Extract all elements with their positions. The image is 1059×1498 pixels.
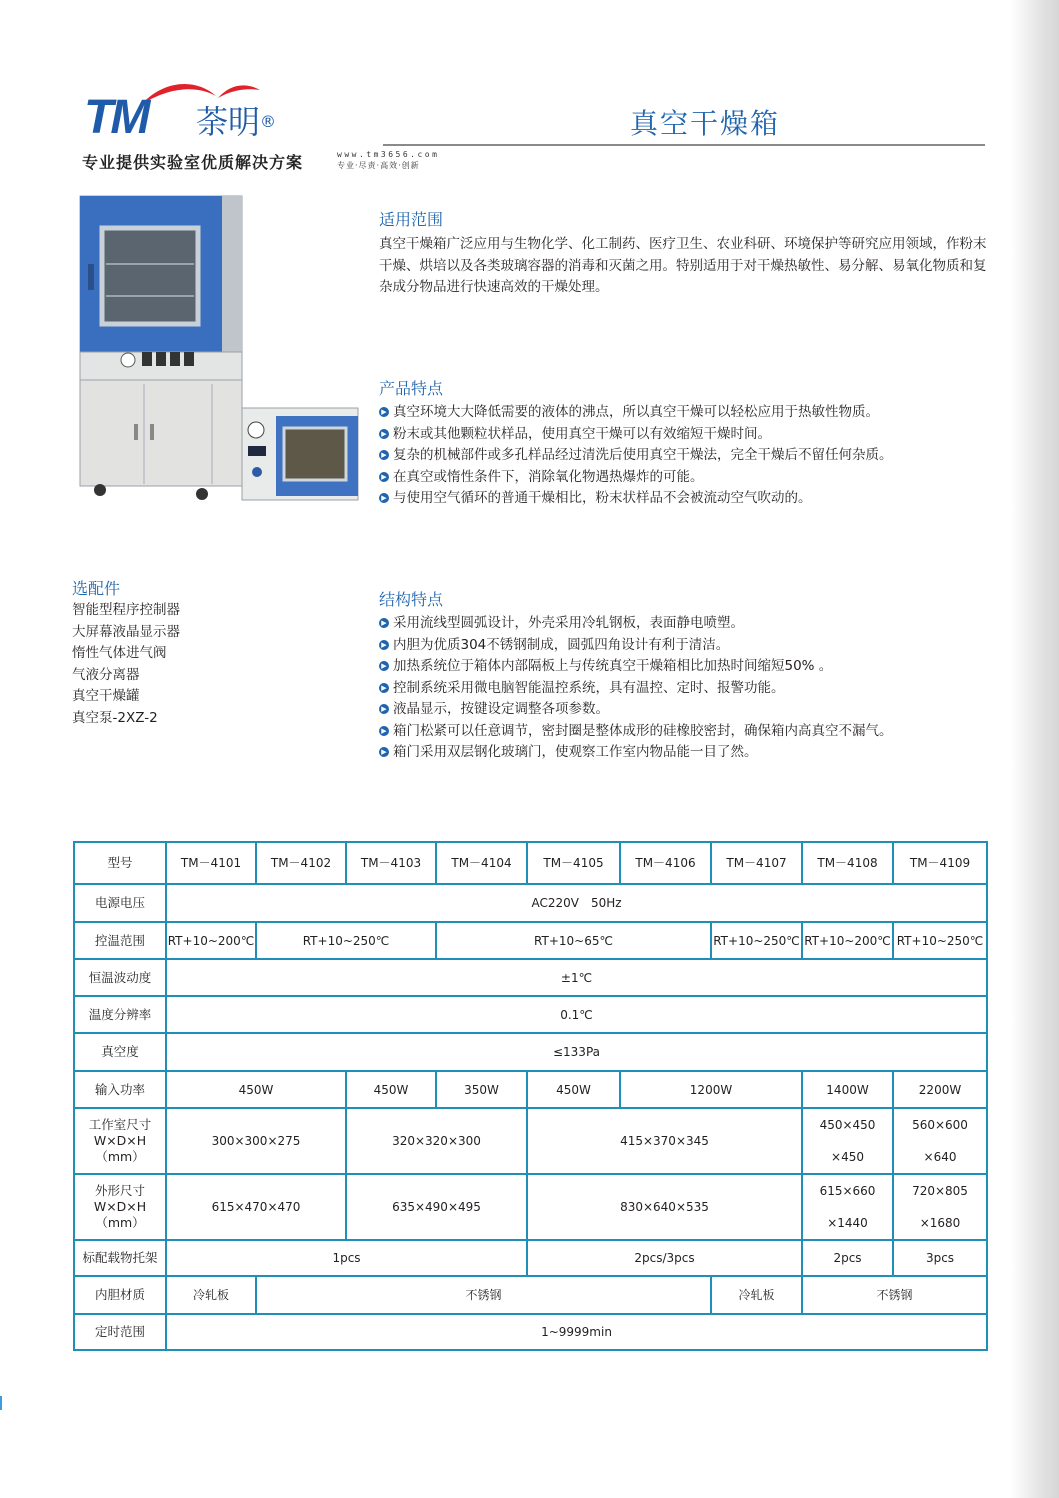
table-row xyxy=(74,922,987,959)
vacuum-label: 真空度 xyxy=(74,1033,166,1071)
chamber-label-line: 工作室尺寸 xyxy=(88,1117,152,1132)
table-row xyxy=(74,1033,987,1071)
chamber-cell-line: 450×450 xyxy=(819,1118,876,1132)
shelves-cell: 1pcs xyxy=(166,1240,527,1276)
list-item: 气液分离器 xyxy=(72,666,140,683)
outer-cell xyxy=(802,1174,893,1240)
chamber-label xyxy=(74,1108,166,1174)
scope-text: 真空干燥箱广泛应用与生物化学、化工制药、医疗卫生、农业科研、环境保护等研究应用领域，作粉末干燥、烘培以及各类玻璃容器的消毒和灭菌之用。特别适用于对干燥热敏性、易分解、易氧化物质和复杂成分物品进行快速高效的干燥处理。 xyxy=(379,236,987,295)
accessories-list xyxy=(72,600,180,729)
chamber-label-line: W×D×H xyxy=(93,1133,147,1148)
temp-range-cell: RT+10~250℃ xyxy=(256,922,436,959)
bullet-icon: ▶ xyxy=(379,683,389,693)
table-row xyxy=(74,842,987,884)
features-list xyxy=(379,402,893,510)
temp-range-cell: RT+10~200℃ xyxy=(802,922,893,959)
power-cell: 350W xyxy=(436,1071,527,1108)
bullet-icon: ▶ xyxy=(379,704,389,714)
chamber-cell xyxy=(893,1108,987,1174)
table-row xyxy=(74,884,987,922)
model-cell: TM－4101 xyxy=(166,842,256,884)
model-cell: TM－4108 xyxy=(802,842,893,884)
chamber-cell-line: 560×600 xyxy=(912,1118,968,1132)
list-item xyxy=(379,402,893,424)
list-item xyxy=(379,699,893,721)
page-edge-mark xyxy=(0,1396,2,1410)
liner-cell: 冷轧板 xyxy=(711,1276,802,1314)
temp-range-cell: RT+10~200℃ xyxy=(166,922,256,959)
outer-label-line: W×D×H xyxy=(93,1199,147,1214)
outer-label-line: （mm） xyxy=(95,1215,145,1230)
voltage-value: AC220V 50Hz xyxy=(166,884,987,922)
power-label: 输入功率 xyxy=(74,1071,166,1108)
structure-text: 加热系统位于箱体内部隔板上与传统真空干燥箱相比加热时间缩短50% 。 xyxy=(393,658,833,674)
list-item xyxy=(379,445,893,467)
model-cell: TM－4107 xyxy=(711,842,802,884)
bullet-icon: ▶ xyxy=(379,747,389,757)
feature-text: 在真空或惰性条件下，消除氧化物遇热爆炸的可能。 xyxy=(393,468,704,485)
accessories-heading: 选配件 xyxy=(72,579,121,598)
bullet-icon: ▶ xyxy=(379,429,389,439)
timer-label: 定时范围 xyxy=(74,1314,166,1350)
outer-cell-line: 615×660 xyxy=(819,1184,876,1198)
spec-table xyxy=(73,841,988,1351)
list-item xyxy=(379,742,893,764)
liner-cell: 不锈钢 xyxy=(256,1276,711,1314)
page-title: 真空干燥箱 xyxy=(630,107,781,140)
chamber-cell xyxy=(802,1108,893,1174)
feature-text: 真空环境大大降低需要的液体的沸点，所以真空干燥可以轻松应用于热敏性物质。 xyxy=(393,404,879,420)
outer-cell: 830×640×535 xyxy=(527,1174,802,1240)
list-item xyxy=(379,424,893,446)
resolution-value: 0.1℃ xyxy=(166,996,987,1033)
bullet-icon: ▶ xyxy=(379,618,389,628)
list-item xyxy=(379,721,893,743)
power-cell: 450W xyxy=(166,1071,346,1108)
structure-text: 箱门松紧可以任意调节，密封圈是整体成形的硅橡胶密封，确保箱内高真空不漏气。 xyxy=(393,722,893,739)
table-row xyxy=(74,996,987,1033)
bullet-icon: ▶ xyxy=(379,407,389,417)
fluctuation-value: ±1℃ xyxy=(166,959,987,996)
chamber-cell-line: ×640 xyxy=(923,1150,957,1164)
structure-text: 液晶显示，按键设定调整各项参数。 xyxy=(393,701,609,717)
fluctuation-label: 恒温波动度 xyxy=(74,959,166,996)
outer-cell-line: 720×805 xyxy=(912,1184,968,1198)
model-cell: TM－4103 xyxy=(346,842,436,884)
list-item: 惰性气体进气阀 xyxy=(72,645,167,661)
model-cell: TM－4104 xyxy=(436,842,527,884)
table-row xyxy=(74,1108,987,1174)
structure-heading: 结构特点 xyxy=(379,590,444,609)
list-item xyxy=(379,467,893,489)
bullet-icon: ▶ xyxy=(379,472,389,482)
bullet-icon: ▶ xyxy=(379,640,389,650)
power-cell: 450W xyxy=(527,1071,620,1108)
power-cell: 450W xyxy=(346,1071,436,1108)
model-label: 型号 xyxy=(74,842,166,884)
outer-label xyxy=(74,1174,166,1240)
feature-text: 复杂的机械部件或多孔样品经过清洗后使用真空干燥法，完全干燥后不留任何杂质。 xyxy=(393,447,893,463)
model-cell: TM－4102 xyxy=(256,842,346,884)
shelves-cell: 3pcs xyxy=(893,1240,987,1276)
feature-text: 与使用空气循环的普通干燥相比，粉末状样品不会被流动空气吹动的。 xyxy=(393,490,812,506)
logo-cn-name: 荼明 xyxy=(196,103,261,141)
list-item xyxy=(379,635,893,657)
list-item xyxy=(379,656,893,678)
outer-cell: 635×490×495 xyxy=(346,1174,527,1240)
bullet-icon: ▶ xyxy=(379,661,389,671)
structure-list xyxy=(379,613,893,764)
chamber-label-line: （mm） xyxy=(95,1149,145,1164)
model-cell: TM－4109 xyxy=(893,842,987,884)
list-item: 智能型程序控制器 xyxy=(72,602,180,618)
outer-cell: 615×470×470 xyxy=(166,1174,346,1240)
temp-range-cell: RT+10~250℃ xyxy=(711,922,802,959)
table-row xyxy=(74,1276,987,1314)
power-cell: 1200W xyxy=(620,1071,802,1108)
list-item: 真空泵-2XZ-2 xyxy=(72,709,158,726)
list-item: 真空干燥罐 xyxy=(72,688,140,704)
temp-range-label: 控温范围 xyxy=(74,922,166,959)
page-edge-shade xyxy=(1011,0,1059,1498)
features-heading: 产品特点 xyxy=(379,379,444,398)
voltage-label: 电源电压 xyxy=(74,884,166,922)
table-row xyxy=(74,1314,987,1350)
outer-cell-line: ×1680 xyxy=(919,1216,961,1230)
model-cell: TM－4106 xyxy=(620,842,711,884)
structure-text: 内胆为优质304不锈钢制成，圆弧四角设计有利于清洁。 xyxy=(393,636,730,653)
table-row xyxy=(74,959,987,996)
table-row xyxy=(74,1174,987,1240)
chamber-cell: 415×370×345 xyxy=(527,1108,802,1174)
shelves-cell: 2pcs xyxy=(802,1240,893,1276)
website-tagline: 专业·尽责·高效·创新 xyxy=(337,161,420,170)
outer-cell-line: ×1440 xyxy=(827,1216,868,1230)
logo-tm-text: TM xyxy=(84,91,148,144)
timer-value: 1~9999min xyxy=(166,1314,987,1350)
temp-range-cell: RT+10~250℃ xyxy=(893,922,987,959)
list-item xyxy=(379,488,893,510)
feature-text: 粉末或其他颗粒状样品，使用真空干燥可以有效缩短干燥时间。 xyxy=(393,425,771,442)
structure-text: 控制系统采用微电脑智能温控系统，具有温控、定时、报警功能。 xyxy=(393,679,785,696)
outer-label-line: 外形尺寸 xyxy=(94,1183,145,1198)
table-row xyxy=(74,1240,987,1276)
liner-cell: 不锈钢 xyxy=(802,1276,987,1314)
shelves-label: 标配载物托架 xyxy=(74,1240,166,1276)
brand-logo xyxy=(84,78,304,142)
registered-mark: ® xyxy=(260,112,277,131)
bullet-icon: ▶ xyxy=(379,726,389,736)
shelves-cell: 2pcs/3pcs xyxy=(527,1240,802,1276)
chamber-cell: 300×300×275 xyxy=(166,1108,346,1174)
chamber-cell-line: ×450 xyxy=(831,1150,864,1164)
company-slogan: 专业提供实验室优质解决方案 xyxy=(82,153,304,172)
structure-text: 采用流线型圆弧设计，外壳采用冷轧钢板，表面静电喷塑。 xyxy=(393,615,744,631)
list-item xyxy=(379,613,893,635)
model-cell: TM－4105 xyxy=(527,842,620,884)
chamber-cell: 320×320×300 xyxy=(346,1108,527,1174)
structure-text: 箱门采用双层钢化玻璃门，使观察工作室内物品能一目了然。 xyxy=(393,744,758,760)
power-cell: 2200W xyxy=(893,1071,987,1108)
product-photo xyxy=(78,194,360,504)
power-cell: 1400W xyxy=(802,1071,893,1108)
bullet-icon: ▶ xyxy=(379,493,389,503)
resolution-label: 温度分辨率 xyxy=(74,996,166,1033)
list-item xyxy=(379,678,893,700)
logo-cn-text xyxy=(196,102,276,142)
table-row xyxy=(74,1071,987,1108)
list-item: 大屏幕液晶显示器 xyxy=(72,623,180,640)
bullet-icon: ▶ xyxy=(379,450,389,460)
temp-range-cell: RT+10~65℃ xyxy=(436,922,711,959)
vacuum-value: ≤133Pa xyxy=(166,1033,987,1071)
scope-heading: 适用范围 xyxy=(379,210,444,229)
outer-cell xyxy=(893,1174,987,1240)
website-url: www.tm3656.com xyxy=(337,150,440,159)
liner-label: 内胆材质 xyxy=(74,1276,166,1314)
liner-cell: 冷轧板 xyxy=(166,1276,256,1314)
title-divider xyxy=(383,144,985,146)
